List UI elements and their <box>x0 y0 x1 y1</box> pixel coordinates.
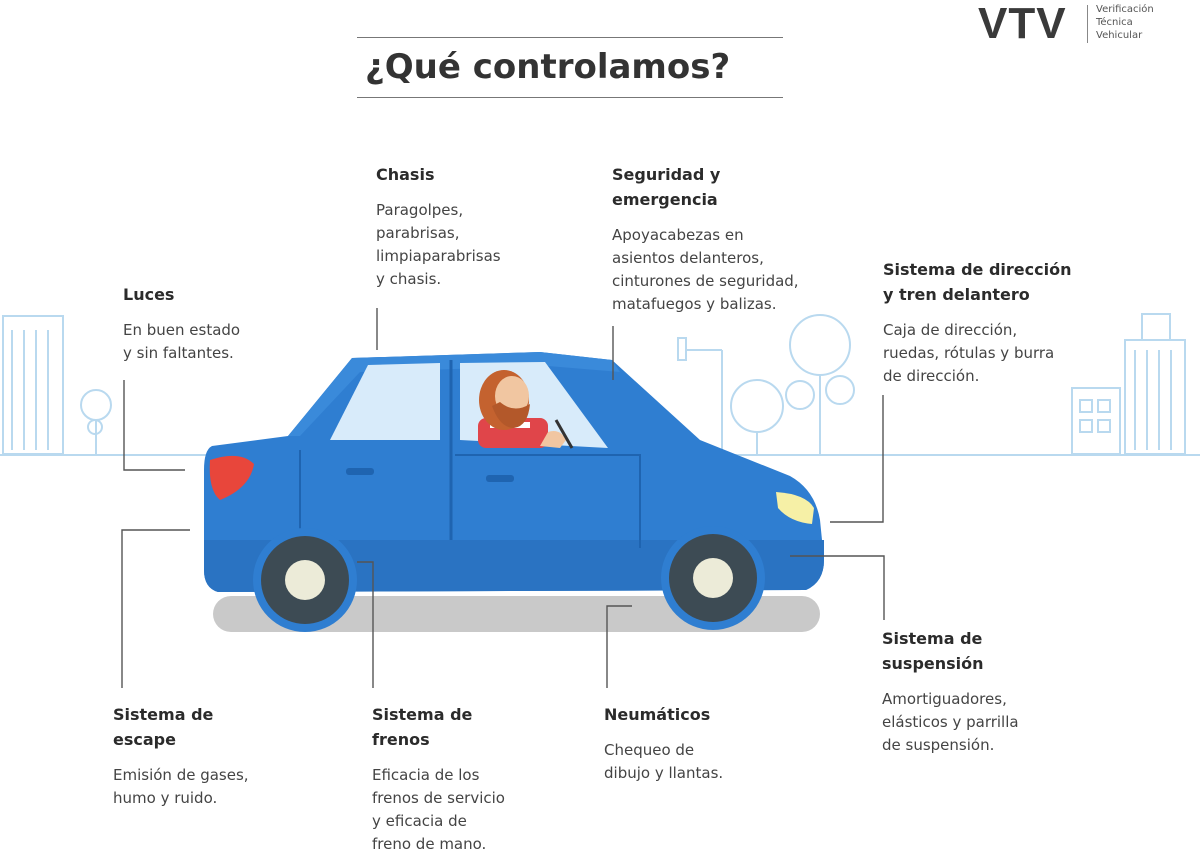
label-desc: En buen estado y sin faltantes. <box>123 321 241 362</box>
label-luces <box>123 282 240 365</box>
logo-sub-line: Técnica <box>1096 17 1133 28</box>
label-title: Sistema de frenos <box>372 705 473 749</box>
logo-subtitle <box>1096 3 1186 42</box>
title-block <box>357 37 783 97</box>
label-desc: Eficacia de los frenos de servicio y eficacia de freno de mano. <box>372 766 505 853</box>
label-neumaticos <box>604 702 723 785</box>
label-title: Sistema de dirección y tren delantero <box>883 260 1072 304</box>
leader-direccion <box>830 395 883 522</box>
label-title: Seguridad y emergencia <box>612 165 721 209</box>
page-title: ¿Qué controlamos? <box>365 47 731 87</box>
label-desc: Chequeo de dibujo y llantas. <box>604 741 724 782</box>
label-desc: Apoyacabezas en asientos delanteros, cinturones de seguridad, matafuegos y balizas. <box>612 226 799 313</box>
logo-mark: VTV <box>978 0 1067 48</box>
label-escape <box>113 702 249 810</box>
label-desc: Paragolpes, parabrisas, limpiaparabrisas y chasis. <box>376 201 501 288</box>
label-desc: Caja de dirección, ruedas, rótulas y burra de dirección. <box>883 321 1055 385</box>
label-desc: Amortiguadores, elásticos y parrilla de suspensión. <box>882 690 1019 754</box>
title-rule-top <box>357 37 783 38</box>
label-seguridad <box>612 162 799 316</box>
label-title: Neumáticos <box>604 705 711 724</box>
logo-divider <box>1087 5 1088 43</box>
label-chasis <box>376 162 501 291</box>
leader-escape <box>122 530 190 688</box>
label-title: Luces <box>123 285 175 304</box>
logo-sub-line: Verificación <box>1096 4 1154 15</box>
label-frenos <box>372 702 505 856</box>
label-title: Sistema de suspensión <box>882 629 984 673</box>
label-suspension <box>882 626 1019 757</box>
leader-luces <box>124 380 185 470</box>
label-direccion <box>883 257 1071 388</box>
title-rule-bottom <box>357 97 783 98</box>
logo-sub-line: Vehicular <box>1096 30 1143 41</box>
car-illustration <box>204 352 824 632</box>
label-title: Chasis <box>376 165 435 184</box>
label-desc: Emisión de gases, humo y ruido. <box>113 766 249 807</box>
label-title: Sistema de escape <box>113 705 214 749</box>
